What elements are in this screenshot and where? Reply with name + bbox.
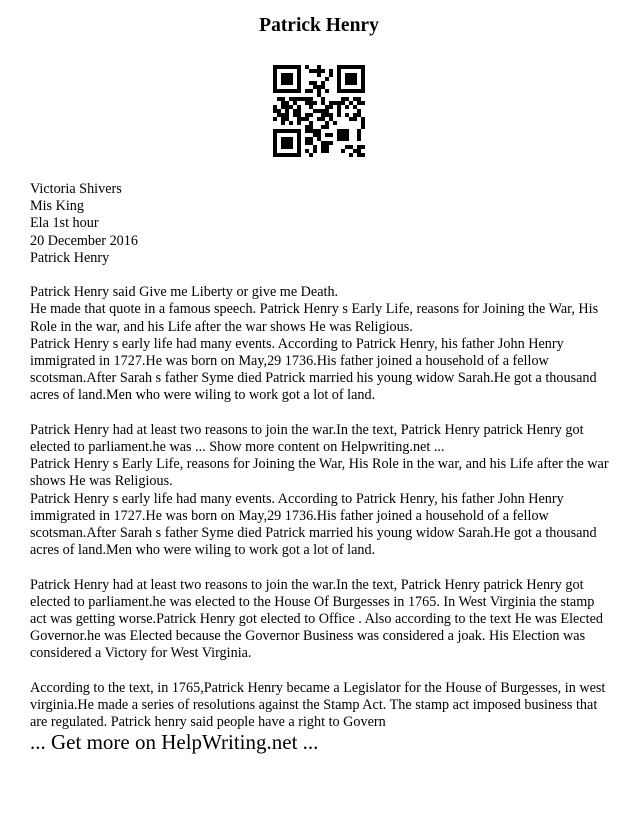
qr-module [313, 85, 317, 89]
qr-module [305, 65, 309, 69]
heading-line: Victoria Shivers [30, 181, 122, 197]
qr-module [285, 101, 289, 105]
qr-module [305, 89, 309, 93]
qr-module [309, 101, 313, 105]
qr-module [329, 117, 333, 121]
qr-module [321, 85, 325, 89]
qr-module [325, 77, 329, 81]
qr-module [333, 101, 337, 105]
qr-module [309, 129, 313, 133]
paragraph-line: immigrated in 1727.He was born on May,29 1736.His father joined a household of a fellow [30, 353, 549, 370]
qr-module [297, 109, 301, 113]
qr-module [305, 137, 309, 141]
qr-module [305, 129, 309, 133]
qr-module [277, 109, 281, 113]
qr-module [305, 149, 309, 153]
qr-finder [273, 65, 301, 69]
paragraph-line: considered a Victory for West Virginia. [30, 645, 252, 662]
qr-module [325, 125, 329, 129]
qr-finder [273, 129, 277, 157]
paragraph-line: act was getting worse.Patrick Henry got elected to Office . Also according to the text He was Elected [30, 611, 603, 628]
qr-module [313, 69, 317, 73]
qr-code-image [273, 65, 365, 157]
qr-module [361, 153, 365, 157]
qr-module [313, 145, 317, 149]
qr-module [273, 109, 277, 113]
paragraph [30, 680, 620, 732]
qr-finder [281, 73, 293, 85]
qr-module [297, 105, 301, 109]
qr-module [297, 121, 301, 125]
qr-code-graphic [273, 65, 365, 157]
qr-module [325, 109, 329, 113]
qr-module [285, 105, 289, 109]
qr-finder [337, 65, 365, 69]
qr-module [281, 121, 285, 125]
qr-module [289, 121, 293, 125]
qr-module [305, 125, 309, 129]
paragraph [30, 577, 620, 663]
qr-module [321, 81, 325, 85]
qr-module [337, 109, 341, 113]
qr-module [317, 137, 321, 141]
qr-module [309, 81, 313, 85]
qr-module [305, 101, 309, 105]
qr-module [281, 97, 285, 101]
qr-module [313, 133, 317, 137]
qr-module [337, 113, 341, 117]
paragraph-line: Patrick Henry had at least two reasons to join the war.In the text, Patrick Henry patrick Henry got [30, 576, 584, 593]
qr-module [357, 101, 361, 105]
qr-module [361, 101, 365, 105]
heading-line: Ela 1st hour [30, 215, 99, 232]
qr-module [301, 117, 305, 121]
qr-module [317, 93, 321, 97]
qr-module [313, 149, 317, 153]
qr-module [325, 105, 329, 109]
qr-module [289, 105, 293, 109]
paragraph-line: elected to parliament.he was ... Show more content on Helpwriting.net ... [30, 439, 445, 456]
qr-module [309, 69, 313, 73]
qr-module [329, 141, 333, 145]
paragraph [30, 284, 620, 404]
qr-module [309, 137, 313, 141]
paragraph-line: Patrick Henry had at least two reasons to join the war.In the text, Patrick Henry patrick Henry got [30, 421, 584, 438]
qr-module [357, 97, 361, 101]
heading-block [30, 181, 620, 267]
qr-module [321, 141, 325, 145]
qr-module [317, 117, 321, 121]
paragraph-line: scotsman.After Sarah s father Syme died Patrick married his young widow Sarah.He got a thousand [30, 370, 597, 387]
qr-module [309, 113, 313, 117]
qr-module [305, 117, 309, 121]
qr-module [345, 105, 349, 109]
qr-finder [273, 129, 301, 133]
qr-module [273, 117, 277, 121]
qr-module [321, 109, 325, 113]
qr-module [349, 117, 353, 121]
qr-module [321, 97, 325, 101]
qr-module [357, 145, 361, 149]
qr-finder [273, 153, 301, 157]
qr-module [313, 101, 317, 105]
qr-module [325, 141, 329, 145]
qr-module [297, 97, 301, 101]
qr-module [317, 85, 321, 89]
qr-module [353, 97, 357, 101]
qr-module [305, 113, 309, 117]
paragraph-line: immigrated in 1727.He was born on May,29 1736.His father joined a household of a fellow [30, 507, 549, 524]
qr-module [349, 101, 353, 105]
qr-module [321, 117, 325, 121]
qr-module [321, 69, 325, 73]
qr-module [341, 101, 345, 105]
more-link-text: ... Get more on HelpWriting.net ... [30, 730, 319, 754]
paragraph-line: elected to parliament.he was elected to the House Of Burgesses in 1765. In West Virginia the stamp [30, 593, 595, 610]
qr-module [353, 105, 357, 109]
qr-module [309, 105, 313, 109]
document-body [30, 181, 620, 749]
qr-module [293, 113, 297, 117]
qr-module [361, 117, 365, 121]
qr-module [289, 97, 293, 101]
paragraph-line: Governor.he was Elected because the Governor Business was considered a joak. His Election was [30, 628, 586, 645]
qr-module [325, 145, 329, 149]
qr-module [309, 153, 313, 157]
qr-module [281, 117, 285, 121]
document-title: Patrick Henry [259, 15, 379, 36]
qr-module [321, 101, 325, 105]
qr-module [345, 97, 349, 101]
qr-module [293, 101, 297, 105]
paragraph-line: are regulated. Patrick henry said people have a right to Govern [30, 714, 386, 731]
qr-module [317, 129, 321, 133]
heading-line: 20 December 2016 [30, 232, 138, 249]
qr-module [349, 153, 353, 157]
paragraph [30, 422, 620, 560]
qr-module [329, 73, 333, 77]
qr-module [309, 141, 313, 145]
qr-module [309, 89, 313, 93]
qr-module [281, 101, 285, 105]
qr-module [353, 149, 357, 153]
qr-module [321, 125, 325, 129]
qr-module [321, 149, 325, 153]
qr-module [297, 113, 301, 117]
qr-module [361, 125, 365, 129]
qr-module [357, 137, 361, 141]
qr-module [281, 105, 285, 109]
qr-module [317, 73, 321, 77]
qr-module [357, 109, 361, 113]
paragraph-line: Patrick Henry s Early Life, reasons for Joining the War, His Role in the war, and his Life after the war [30, 456, 609, 473]
qr-module [317, 69, 321, 73]
qr-module [309, 97, 313, 101]
qr-finder [337, 65, 341, 93]
paragraph-line: Patrick Henry s early life had many events. According to Patrick Henry, his father John Henry [30, 490, 564, 507]
qr-finder [273, 65, 277, 93]
qr-module [313, 81, 317, 85]
qr-module [337, 105, 341, 109]
qr-module [341, 97, 345, 101]
qr-module [325, 113, 329, 117]
qr-module [345, 113, 349, 117]
qr-module [285, 117, 289, 121]
paragraph-line: acres of land.Men who were wiling to work got a lot of land. [30, 542, 376, 559]
qr-module [357, 149, 361, 153]
qr-module [341, 149, 345, 153]
qr-module [325, 133, 329, 137]
qr-module [317, 133, 321, 137]
qr-module [321, 113, 325, 117]
paragraph-line: Patrick Henry s early life had many events. According to Patrick Henry, his father John Henry [30, 335, 564, 352]
qr-module [329, 133, 333, 137]
qr-module [277, 113, 281, 117]
qr-module [293, 97, 297, 101]
qr-module [305, 97, 309, 101]
qr-module [325, 89, 329, 93]
qr-module [361, 121, 365, 125]
qr-module [317, 109, 321, 113]
qr-module [357, 153, 361, 157]
qr-module [277, 97, 281, 101]
paragraph-line: acres of land.Men who were wiling to work got a lot of land. [30, 387, 376, 404]
qr-module [357, 129, 361, 133]
qr-module [309, 121, 313, 125]
qr-module [361, 145, 365, 149]
qr-module [329, 113, 333, 117]
qr-module [349, 145, 353, 149]
qr-module [329, 101, 333, 105]
paragraph-list [30, 284, 620, 731]
paragraph-line: Role in the war, and his Life after the war shows He was Religious. [30, 318, 413, 335]
qr-module [285, 109, 289, 113]
qr-module [329, 105, 333, 109]
heading-line: Mis King [30, 198, 84, 215]
qr-finder [297, 65, 301, 93]
qr-module [345, 145, 349, 149]
qr-module [337, 101, 341, 105]
heading-line: Patrick Henry [30, 249, 110, 266]
qr-module [353, 113, 357, 117]
paragraph-line: Patrick Henry said Give me Liberty or give me Death. [30, 284, 339, 301]
qr-finder [273, 89, 301, 93]
qr-finder [337, 89, 365, 93]
qr-module [309, 125, 313, 129]
qr-module [305, 141, 309, 145]
qr-module [333, 121, 337, 125]
qr-alignment [337, 129, 349, 141]
qr-module [317, 89, 321, 93]
qr-module [297, 117, 301, 121]
qr-finder [345, 73, 357, 85]
qr-module [357, 133, 361, 137]
qr-module [313, 129, 317, 133]
qr-finder [297, 129, 301, 157]
qr-finder [361, 65, 365, 93]
paragraph-line: virginia.He made a series of resolutions against the Stamp Act. The stamp act imposed business that [30, 697, 598, 714]
qr-finder [281, 137, 293, 149]
paragraph-line: scotsman.After Sarah s father Syme died Patrick married his young widow Sarah.He got a thousand [30, 525, 597, 542]
qr-module [273, 105, 277, 109]
qr-module [281, 113, 285, 117]
qr-module [317, 65, 321, 69]
qr-module [353, 117, 357, 121]
qr-module [285, 113, 289, 117]
paragraph-line: He made that quote in a famous speech. Patrick Henry s Early Life, reasons for Joining the War, His [30, 301, 599, 318]
paragraph-line: According to the text, in 1765,Patrick Henry became a Legislator for the House of Burgesses, in west [30, 679, 606, 696]
paragraph-line: shows He was Religious. [30, 473, 173, 490]
qr-module [313, 109, 317, 113]
qr-module [325, 149, 329, 153]
qr-module [357, 113, 361, 117]
qr-module [329, 69, 333, 73]
qr-module [293, 109, 297, 113]
qr-module [325, 121, 329, 125]
qr-module [321, 145, 325, 149]
qr-module [301, 97, 305, 101]
